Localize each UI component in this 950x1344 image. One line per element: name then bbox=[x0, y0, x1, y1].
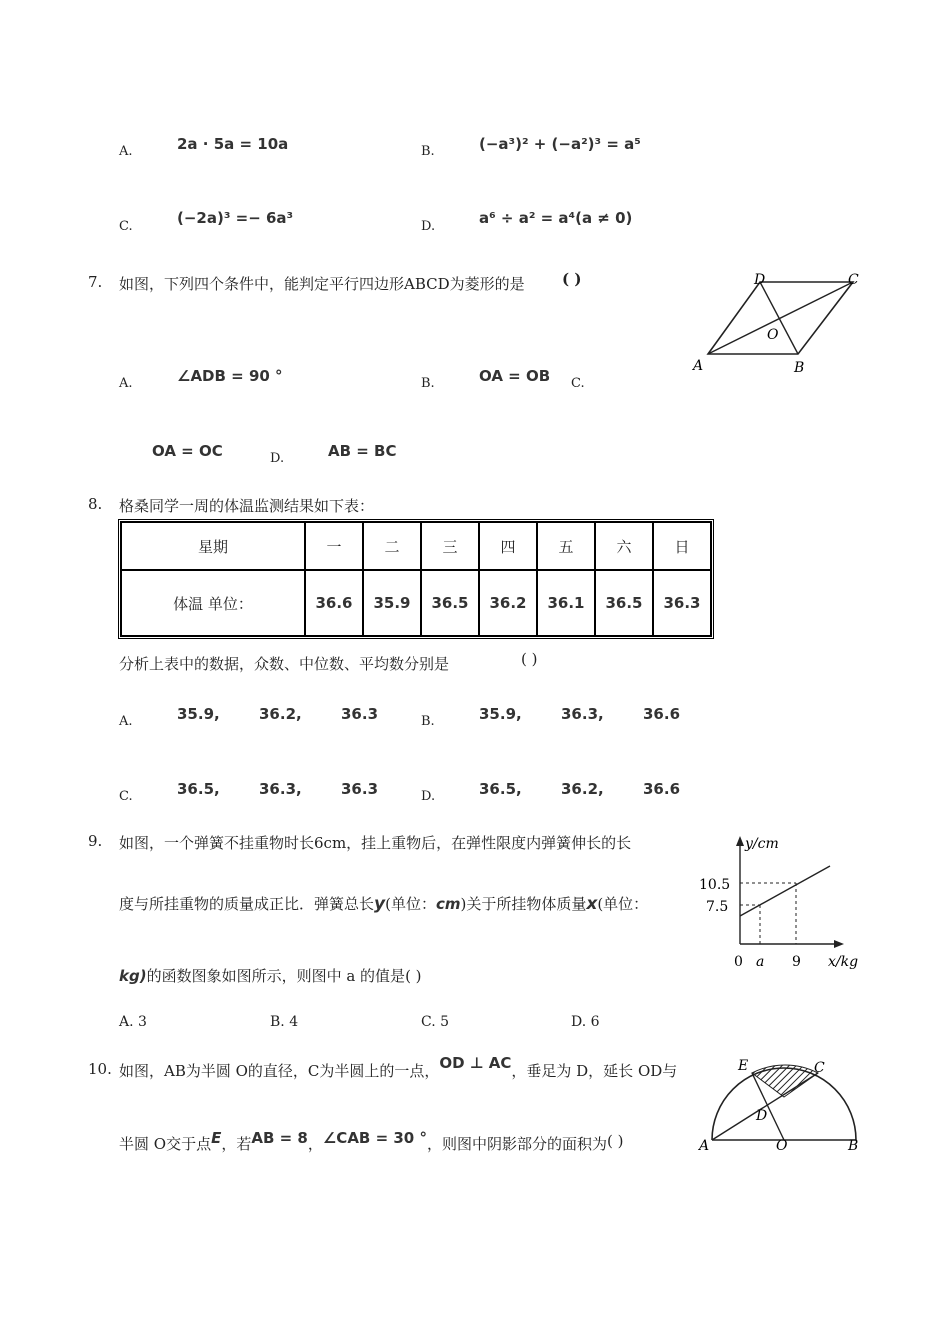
q7-option-c-expr: OA = OC bbox=[152, 442, 223, 460]
fig-label-b: B bbox=[848, 1138, 859, 1154]
table-day: 二 bbox=[363, 522, 421, 570]
q9-spring-graph bbox=[692, 830, 870, 975]
fig-label-a: A bbox=[693, 358, 704, 374]
q8-question: 分析上表中的数据，众数、中位数、平均数分别是 bbox=[119, 655, 450, 673]
y-tick-label: 10.5 bbox=[699, 877, 731, 893]
table-header-label: 星期 bbox=[121, 522, 305, 570]
table-cell: 36.5 bbox=[595, 570, 653, 636]
q8-option-d-value: 36.6 bbox=[643, 780, 681, 798]
q9-var-y: y bbox=[374, 894, 386, 914]
table-day: 日 bbox=[653, 522, 711, 570]
q6-option-c-expr: (−2a)³ =− 6a³ bbox=[177, 209, 294, 227]
fig-label-c: C bbox=[814, 1060, 825, 1076]
q10-line1 bbox=[119, 1052, 678, 1080]
x-axis-label: x/kg bbox=[828, 954, 859, 970]
table-cell: 36.2 bbox=[479, 570, 537, 636]
q8-number: 8. bbox=[88, 495, 103, 513]
fig-label-a: A bbox=[699, 1138, 710, 1154]
q7-option-a-expr: ∠ADB = 90 ° bbox=[177, 367, 283, 385]
q10-point-e: E bbox=[211, 1129, 222, 1147]
table-day: 一 bbox=[305, 522, 363, 570]
q7-number: 7. bbox=[88, 273, 103, 291]
diagonal-bd bbox=[760, 282, 798, 354]
table-cell: 36.3 bbox=[653, 570, 711, 636]
q9-line2-text: )关于所挂物体质量 bbox=[460, 895, 587, 913]
q10-math-ab: AB = 8 bbox=[251, 1129, 308, 1147]
q9-var-x: x bbox=[586, 894, 598, 914]
q7-option-b-expr: OA = OB bbox=[479, 367, 551, 385]
y-axis-arrow bbox=[736, 836, 744, 846]
temperature-table bbox=[118, 519, 714, 639]
table-day: 五 bbox=[537, 522, 595, 570]
q9-line3-text: 的函数图象如图所示，则图中 a 的值是 bbox=[146, 967, 406, 985]
origin-label: 0 bbox=[734, 954, 743, 970]
fig-label-o: O bbox=[767, 327, 779, 343]
q7-option-b-label: B. bbox=[421, 376, 435, 391]
q8-answer-paren: ( ) bbox=[521, 650, 538, 668]
q9-option-a: A. 3 bbox=[119, 1014, 147, 1030]
x-tick-label: a bbox=[756, 954, 765, 970]
q7-option-a-label: A. bbox=[119, 376, 133, 391]
q10-math-od-perp-ac: OD ⊥ AC bbox=[439, 1054, 512, 1072]
q8-option-c-value: 36.3 bbox=[341, 780, 379, 798]
q8-option-a-value: 35.9, bbox=[177, 705, 220, 723]
q10-number: 10. bbox=[88, 1060, 112, 1078]
table-cell: 36.1 bbox=[537, 570, 595, 636]
q7-parallelogram-figure bbox=[688, 268, 868, 378]
q9-option-b: B. 4 bbox=[270, 1014, 299, 1030]
q8-option-a-value: 36.3 bbox=[341, 705, 379, 723]
q8-option-b-label: B. bbox=[421, 714, 435, 729]
q10-line1-text: 如图，AB为半圆 O的直径，C为半圆上的一点， bbox=[119, 1062, 440, 1080]
q9-number: 9. bbox=[88, 832, 103, 850]
q10-line2-text: ，则图中阴影部分的面积为 bbox=[426, 1135, 607, 1153]
table-row bbox=[121, 570, 711, 636]
q7-option-c-label: C. bbox=[571, 376, 585, 391]
q7-stem: 如图，下列四个条件中，能判定平行四边形ABCD为菱形的是 bbox=[119, 275, 525, 293]
q10-line2-text: 半圆 O交于点 bbox=[119, 1135, 212, 1153]
table-row-label: 体温 单位： bbox=[121, 570, 305, 636]
q10-line2-text: ，若 bbox=[221, 1135, 252, 1153]
q6-option-c-label: C. bbox=[119, 219, 133, 234]
function-line bbox=[740, 866, 830, 916]
q8-option-b-value: 36.6 bbox=[643, 705, 681, 723]
q8-option-c-label: C. bbox=[119, 789, 133, 804]
q10-semicircle-figure bbox=[696, 1052, 870, 1156]
q9-answer-paren: ( ) bbox=[405, 967, 422, 985]
table-header-row bbox=[121, 522, 711, 570]
q8-option-c-value: 36.5, bbox=[177, 780, 220, 798]
q8-option-b-value: 36.3, bbox=[561, 705, 604, 723]
q6-option-b-label: B. bbox=[421, 144, 435, 159]
q9-line2-text: (单位： bbox=[385, 895, 436, 913]
q9-line3 bbox=[119, 965, 422, 986]
q8-option-a-label: A. bbox=[119, 714, 133, 729]
q6-option-b-expr: (−a³)² + (−a²)³ = a⁵ bbox=[479, 135, 641, 153]
q8-option-d-value: 36.5, bbox=[479, 780, 522, 798]
fig-label-e: E bbox=[738, 1058, 749, 1074]
x-tick-label: 9 bbox=[792, 954, 801, 970]
q9-unit-kg: kg) bbox=[119, 967, 147, 985]
q9-line1: 如图，一个弹簧不挂重物时长6cm，挂上重物后，在弹性限度内弹簧伸长的长 bbox=[119, 834, 632, 852]
q8-stem: 格桑同学一周的体温监测结果如下表： bbox=[119, 497, 375, 515]
table-cell: 35.9 bbox=[363, 570, 421, 636]
q10-math-angle: ∠CAB = 30 ° bbox=[322, 1129, 427, 1147]
table-day: 三 bbox=[421, 522, 479, 570]
q9-line2-text: (单位： bbox=[597, 895, 649, 913]
q10-line1-text: ，垂足为 D，延长 OD与 bbox=[511, 1062, 678, 1080]
q9-unit-cm: cm bbox=[435, 895, 461, 913]
q8-option-a-value: 36.2, bbox=[259, 705, 302, 723]
table-day: 六 bbox=[595, 522, 653, 570]
q7-answer-paren: ( ) bbox=[562, 270, 582, 288]
q9-option-c: C. 5 bbox=[421, 1014, 450, 1030]
table-cell: 36.6 bbox=[305, 570, 363, 636]
y-tick-label: 7.5 bbox=[706, 899, 729, 915]
y-axis-label: y/cm bbox=[745, 836, 779, 852]
q10-line2 bbox=[119, 1127, 624, 1153]
table-cell: 36.5 bbox=[421, 570, 479, 636]
q8-option-d-value: 36.2, bbox=[561, 780, 604, 798]
q7-option-d-label: D. bbox=[270, 451, 285, 466]
q8-option-b-value: 35.9, bbox=[479, 705, 522, 723]
q8-option-c-value: 36.3, bbox=[259, 780, 302, 798]
q6-option-d-label: D. bbox=[421, 219, 436, 234]
diagonal-ac bbox=[708, 282, 853, 354]
q7-option-d-expr: AB = BC bbox=[328, 442, 397, 460]
q6-option-d-expr: a⁶ ÷ a² = a⁴(a ≠ 0) bbox=[479, 209, 633, 227]
x-axis-arrow bbox=[834, 940, 844, 948]
fig-label-c: C bbox=[848, 272, 859, 288]
q8-option-d-label: D. bbox=[421, 789, 436, 804]
fig-label-b: B bbox=[794, 360, 805, 376]
q9-line2-text: 度与所挂重物的质量成正比．弹簧总长 bbox=[119, 895, 375, 913]
q10-answer-paren: ( ) bbox=[606, 1132, 624, 1150]
q10-line2-text: ， bbox=[307, 1135, 323, 1153]
q9-line2 bbox=[119, 893, 648, 914]
q6-option-a-expr: 2a · 5a = 10a bbox=[177, 135, 289, 153]
fig-label-d: D bbox=[754, 272, 766, 288]
q9-option-d: D. 6 bbox=[571, 1014, 600, 1030]
table-day: 四 bbox=[479, 522, 537, 570]
q6-option-a-label: A. bbox=[119, 144, 133, 159]
fig-label-o: O bbox=[776, 1138, 788, 1154]
fig-label-d: D bbox=[756, 1108, 768, 1124]
